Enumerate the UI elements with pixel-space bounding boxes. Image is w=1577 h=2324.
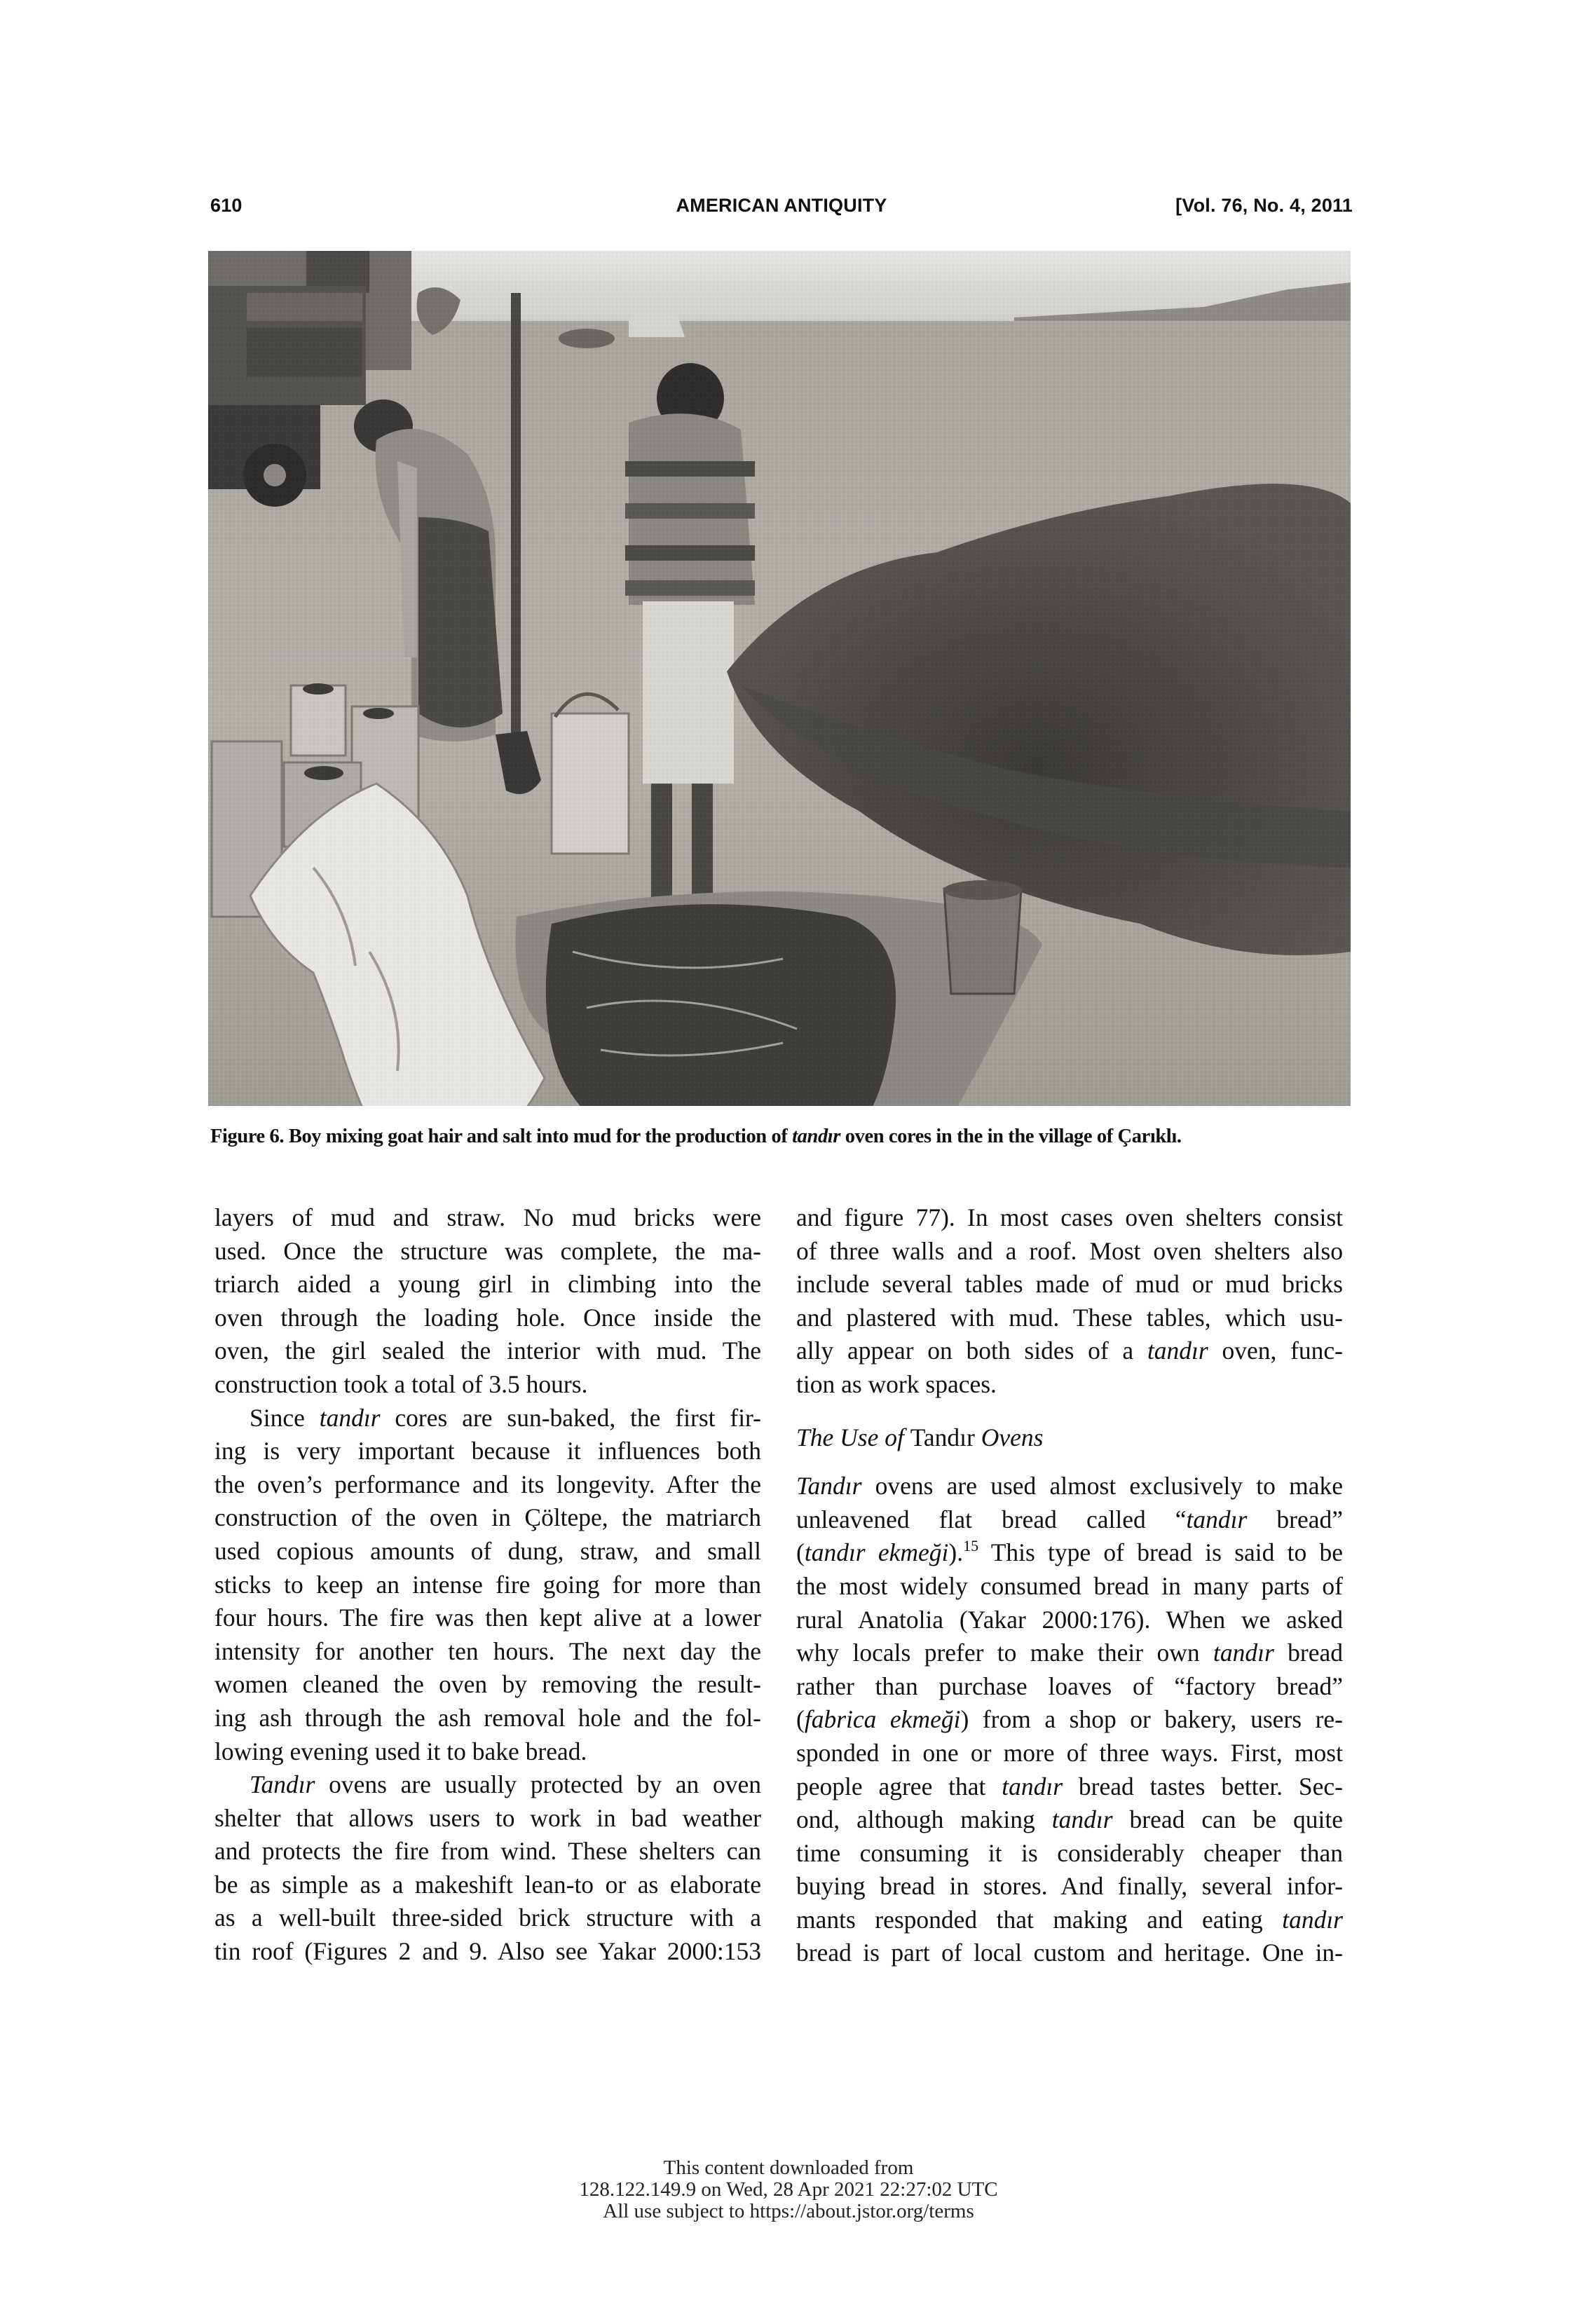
text-run: ( <box>796 1705 805 1734</box>
text-line <box>796 1470 1343 1503</box>
text-line: the most widely consumed bread in many parts of <box>796 1571 1343 1600</box>
italic-term: tandır ekmeği <box>804 1538 949 1567</box>
text-line: as a well-built three-sided brick structure with a <box>214 1903 761 1932</box>
text-line: bread is part of local custom and heritage. One in- <box>796 1939 1343 1967</box>
text-run: bread can be quite <box>1112 1805 1344 1834</box>
italic-term: tandır <box>1213 1639 1274 1667</box>
text-run: ond, although making <box>796 1805 1052 1834</box>
text-line <box>796 1803 1343 1837</box>
text-line: time consuming it is considerably cheaper than <box>796 1838 1343 1867</box>
text-run: unleavened flat bread called “ <box>796 1505 1187 1533</box>
text-run: ). <box>948 1538 964 1567</box>
text-line <box>796 1536 1343 1570</box>
paragraph-oven-shelters <box>214 1768 761 1969</box>
figure-caption <box>210 1126 1360 1148</box>
text-line: be as simple as a makeshift lean-to or as elaborate <box>214 1870 761 1899</box>
text-line: women cleaned the oven by removing the result- <box>214 1670 761 1699</box>
text-line: intensity for another ten hours. The next day the <box>214 1636 761 1665</box>
caption-text-end: oven cores in the in the village of Çarıklı. <box>840 1126 1182 1147</box>
heading-roman-term: Tandır <box>910 1423 975 1451</box>
text-line: sponded in one or more of three ways. First, most <box>796 1738 1343 1767</box>
caption-italic-term: tandır <box>792 1126 841 1147</box>
section-heading <box>796 1421 1343 1455</box>
heading-text: The Use of <box>796 1423 910 1451</box>
text-run: bread” <box>1247 1505 1344 1533</box>
text-line <box>796 1703 1343 1737</box>
text-line <box>796 1770 1343 1804</box>
footer-line: 128.122.149.9 on Wed, 28 Apr 2021 22:27:02 UTC <box>579 2178 998 2201</box>
text-run: mants responded that making and eating <box>796 1905 1283 1934</box>
text-line: sticks to keep an intense fire going for more than <box>214 1570 761 1599</box>
text-run: This type of bread is said to be <box>978 1538 1344 1567</box>
text-line: buying bread in stores. And finally, several infor- <box>796 1872 1343 1901</box>
text-line: rather than purchase loaves of “factory bread” <box>796 1672 1343 1700</box>
running-head <box>210 195 1353 223</box>
text-line: used copious amounts of dung, straw, and small <box>214 1536 761 1565</box>
text-line <box>214 1402 761 1435</box>
heading-text: Ovens <box>974 1423 1044 1451</box>
text-line: oven through the loading hole. Once inside the <box>214 1303 761 1332</box>
text-line: four hours. The fire was then kept alive at a lower <box>214 1604 761 1632</box>
italic-term: fabrica ekmeği <box>804 1705 961 1734</box>
text-line: construction took a total of 3.5 hours. <box>214 1369 588 1398</box>
text-run: bread <box>1274 1639 1343 1667</box>
journal-title: AMERICAN ANTIQUITY <box>676 195 887 216</box>
text-line: layers of mud and straw. No mud bricks were <box>214 1203 761 1231</box>
text-run: people agree that <box>796 1772 1002 1800</box>
text-run: oven, func- <box>1208 1337 1343 1365</box>
terms-link[interactable]: All use subject to https://about.jstor.org/terms <box>603 2200 974 2222</box>
paragraph-use-of-ovens <box>796 1470 1343 1970</box>
text-line: and figure 77). In most cases oven shelters consist <box>796 1203 1343 1231</box>
text-line: lowing evening used it to bake bread. <box>214 1737 587 1765</box>
text-line <box>796 1636 1343 1670</box>
italic-term: tandır <box>1282 1905 1343 1934</box>
paragraph-shelter-tables <box>796 1201 1343 1402</box>
volume-issue: [Vol. 76, No. 4, 2011 <box>1175 195 1353 216</box>
caption-text: Boy mixing goat hair and salt into mud for the production of <box>284 1126 793 1147</box>
text-run: ally appear on both sides of a <box>796 1337 1147 1365</box>
italic-term: tandır <box>1051 1805 1113 1834</box>
figure-label: Figure 6. <box>210 1126 285 1147</box>
figure-6-photo <box>208 251 1351 1106</box>
paragraph-first-firing <box>214 1402 761 1769</box>
text-line: used. Once the structure was complete, the ma- <box>214 1236 761 1265</box>
text-line: ing ash through the ash removal hole and the fol- <box>214 1703 761 1732</box>
italic-term: Tandır <box>250 1770 315 1799</box>
text-run: cores are sun-baked, the first fir- <box>380 1403 761 1432</box>
text-line <box>796 1334 1343 1368</box>
page-number: 610 <box>210 195 243 216</box>
italic-term: tandır <box>319 1403 381 1432</box>
text-run: why locals prefer to make their own <box>796 1639 1213 1667</box>
text-line: tin roof (Figures 2 and 9. Also see Yakar 2000:153 <box>214 1937 761 1966</box>
text-line: rural Anatolia (Yakar 2000:176). When we asked <box>796 1605 1343 1634</box>
text-run: ( <box>796 1538 805 1567</box>
text-line: of three walls and a roof. Most oven shelters also <box>796 1236 1343 1265</box>
text-line <box>214 1768 761 1802</box>
photo-image <box>208 251 1351 1106</box>
italic-term: tandır <box>1147 1337 1208 1365</box>
text-run: Since <box>250 1403 320 1432</box>
text-run: ovens are used almost exclusively to make <box>861 1472 1343 1501</box>
text-run: ovens are usually protected by an oven <box>315 1770 761 1799</box>
text-line: shelter that allows users to work in bad weather <box>214 1803 761 1832</box>
download-notice <box>0 2157 1577 2222</box>
text-line <box>796 1903 1343 1937</box>
text-line: construction of the oven in Çöltepe, the matriarch <box>214 1503 761 1532</box>
text-line: ing is very important because it influences both <box>214 1437 761 1465</box>
footnote-marker[interactable]: 15 <box>963 1537 979 1555</box>
body-column-right <box>796 1201 1343 1970</box>
italic-term: Tandır <box>796 1472 862 1501</box>
text-line: triarch aided a young girl in climbing into the <box>214 1270 761 1299</box>
text-run: ) from a shop or bakery, users re- <box>960 1705 1343 1734</box>
text-line <box>796 1503 1343 1537</box>
text-line: and plastered with mud. These tables, which usu- <box>796 1303 1343 1332</box>
text-line: tion as work spaces. <box>796 1369 997 1398</box>
text-line: include several tables made of mud or mud bricks <box>796 1270 1343 1299</box>
italic-term: tandır <box>1186 1505 1248 1533</box>
footer-line: This content downloaded from <box>663 2156 914 2179</box>
text-run: bread tastes better. Sec- <box>1063 1772 1343 1800</box>
paragraph-continuation <box>214 1201 761 1402</box>
text-line: oven, the girl sealed the interior with mud. The <box>214 1337 761 1365</box>
italic-term: tandır <box>1002 1772 1063 1800</box>
text-line: and protects the fire from wind. These shelters can <box>214 1837 761 1866</box>
text-line: the oven’s performance and its longevity. After the <box>214 1470 761 1498</box>
body-column-left <box>214 1201 761 1969</box>
